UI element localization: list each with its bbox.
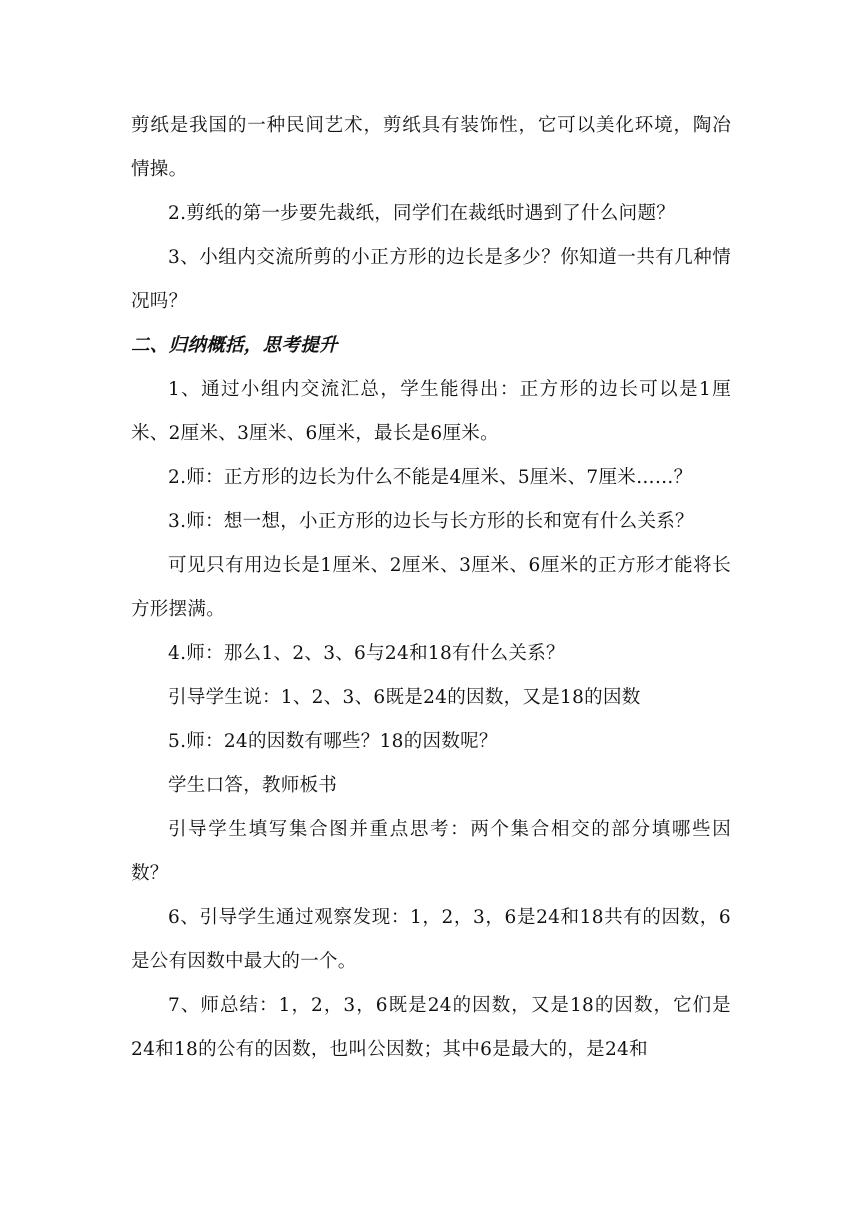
paragraph-board-note: 学生口答，教师板书 (168, 775, 338, 796)
paragraph-guide-2: 引导学生填写集合图并重点思考：两个集合相交的部分填哪些因数？ (131, 819, 731, 884)
section-heading: 二、归纳概括，思考提升 (131, 335, 338, 356)
paragraph-item-2: 2.师：正方形的边长为什么不能是4厘米、5厘米、7厘米……？ (168, 467, 693, 488)
paragraph-item-4: 4.师：那么1、2、3、6与24和18有什么关系？ (168, 643, 565, 664)
document-body (131, 104, 731, 1072)
paragraph-papercut-intro: 剪纸是我国的一种民间艺术，剪纸具有装饰性，它可以美化环境，陶冶情操。 (131, 115, 731, 180)
paragraph-question-2: 2.剪纸的第一步要先裁纸，同学们在裁纸时遇到了什么问题？ (168, 203, 676, 224)
paragraph-item-3: 3.师：想一想，小正方形的边长与长方形的长和宽有什么关系？ (168, 511, 694, 532)
paragraph-item-7: 7、师总结：1，2，3，6既是24的因数，又是18的因数，它们是24和18的公有的因数，也叫公因数；其中6是最大的，是24和 (131, 995, 731, 1060)
paragraph-item-5: 5.师：24的因数有哪些？18的因数呢？ (168, 731, 498, 752)
paragraph-item-6: 6、引导学生通过观察发现：1，2，3，6是24和18共有的因数，6是公有因数中最大的一个。 (131, 907, 731, 972)
paragraph-question-3: 3、小组内交流所剪的小正方形的边长是多少？你知道一共有几种情况吗？ (131, 247, 731, 312)
paragraph-conclusion: 可见只有用边长是1厘米、2厘米、3厘米、6厘米的正方形才能将长方形摆满。 (131, 555, 731, 620)
paragraph-guide-1: 引导学生说：1、2、3、6既是24的因数，又是18的因数 (168, 687, 641, 708)
paragraph-item-1: 1、通过小组内交流汇总，学生能得出：正方形的边长可以是1厘米、2厘米、3厘米、6厘米，最长是6厘米。 (131, 379, 731, 444)
